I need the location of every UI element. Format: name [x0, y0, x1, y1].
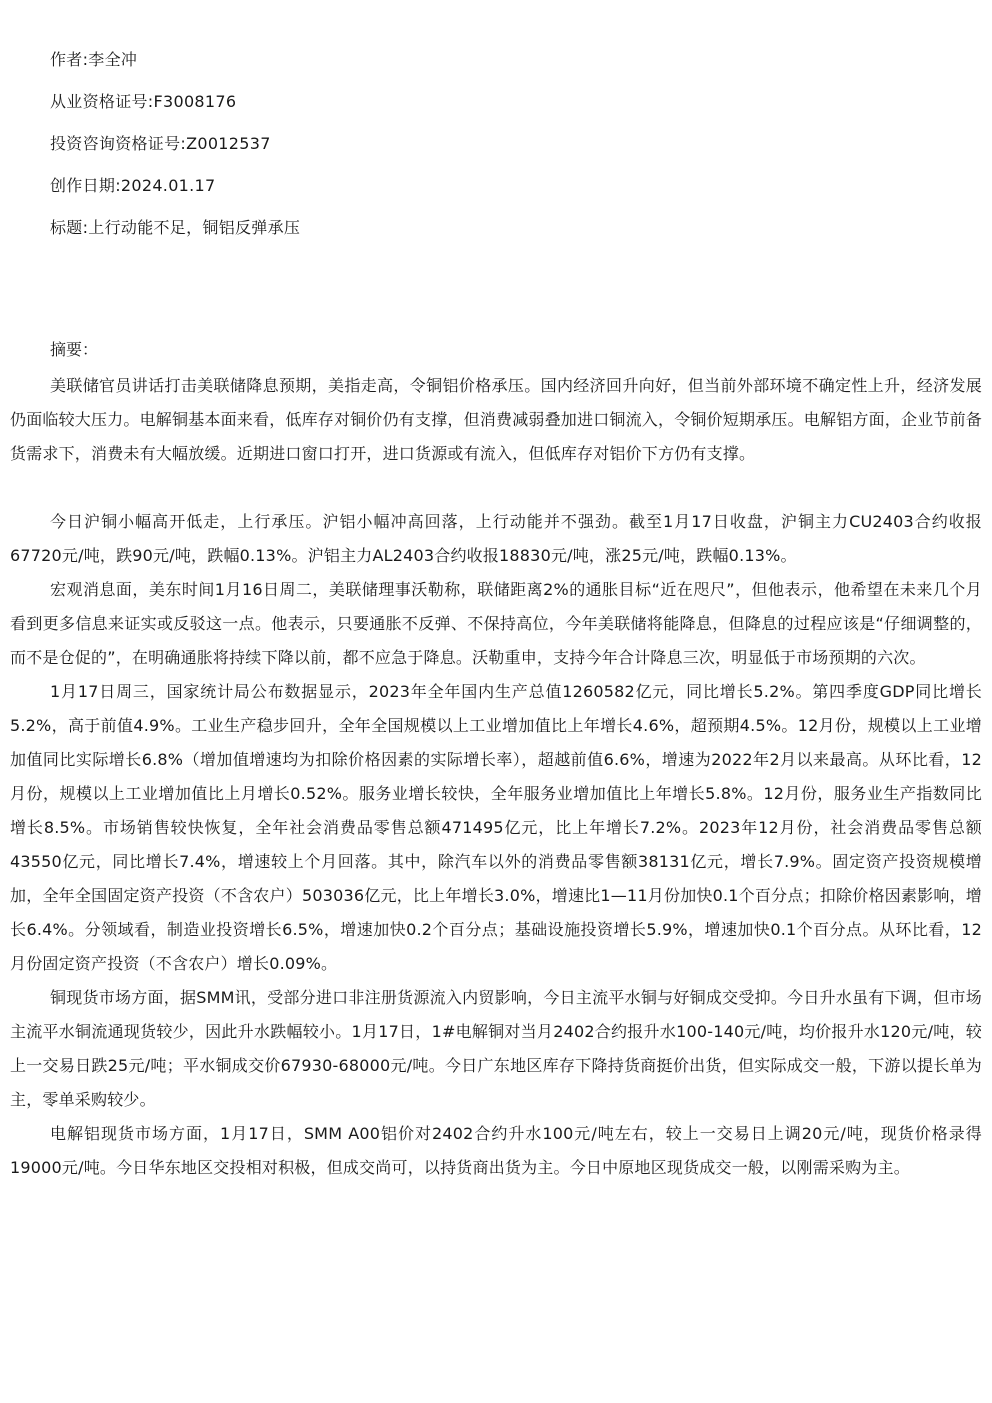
- copper-spot-paragraph: 铜现货市场方面，据SMM讯，受部分进口非注册货源流入内贸影响，今日主流平水铜与好铜成交受抑。今日升水虽有下调，但市场主流平水铜流通现货较少，因此升水跌幅较小。1月17日，1#电解铜对当月2402合约报升水100-140元/吨，均价报升水120元/吨，较上一交易日跌25元/吨；平水铜成交价67930-68000元/吨。今日广东地区库存下降持货商挺价出货，但实际成交一般，下游以提长单为主，零单采购较少。: [10, 988, 982, 1109]
- paragraph-gap: [10, 471, 982, 505]
- summary-heading: 摘要：: [50, 340, 99, 359]
- statistics-paragraph: 1月17日周三，国家统计局公布数据显示，2023年全年国内生产总值1260582亿元，同比增长5.2%。第四季度GDP同比增长5.2%，高于前值4.9%。工业生产稳步回升，全年全国规模以上工业增加值比上年增长4.6%，超预期4.5%。12月份，规模以上工业增加值同比实际增长6.8%（增加值增速均为扣除价格因素的实际增长率），超越前值6.6%，增速为2022年2月以来最高。从环比看，12月份，规模以上工业增加值比上月增长0.52%。服务业增长较快，全年服务业增加值比上年增长5.8%。12月份，服务业生产指数同比增长8.5%。市场销售较快恢复，全年社会消费品零售总额471495亿元，比上年增长7.2%。2023年12月份，社会消费品零售总额43550亿元，同比增长7.4%，增速较上个月回落。其中，除汽车以外的消费品零售额38131亿元，增长7.9%。固定资产投资规模增加，全年全国固定资产投资（不含农户）503036亿元，比上年增长3.0%，增速比1—11月份加快0.1个百分点；扣除价格因素影响，增长6.4%。分领域看，制造业投资增长6.5%，增速加快0.2个百分点；基础设施投资增长5.9%，增速加快0.1个百分点。从环比看，12月份固定资产投资（不含农户）增长0.09%。: [10, 682, 982, 973]
- advisory-number-line: 投资咨询资格证号:Z0012537: [50, 134, 271, 153]
- document-header: [50, 48, 950, 258]
- document-title: 标题:上行动能不足，铜铝反弹承压: [50, 218, 301, 237]
- document-body: [10, 338, 982, 1185]
- market-overview-paragraph: 今日沪铜小幅高开低走，上行承压。沪铝小幅冲高回落，上行动能并不强劲。截至1月17日收盘，沪铜主力CU2403合约收报67720元/吨，跌90元/吨，跌幅0.13%。沪铝主力AL2403合约收报18830元/吨，涨25元/吨，跌幅0.13%。: [10, 512, 982, 565]
- license-number-line: 从业资格证号:F3008176: [50, 92, 237, 111]
- macro-news-paragraph: 宏观消息面，美东时间1月16日周二，美联储理事沃勒称，联储距离2%的通胀目标“近在咫尺”，但他表示，他希望在未来几个月看到更多信息来证实或反驳这一点。他表示，只要通胀不反弹、不保持高位，今年美联储将能降息，但降息的过程应该是“仔细调整的，而不是仓促的”，在明确通胀将持续下降以前，都不应急于降息。沃勒重申，支持今年合计降息三次，明显低于市场预期的六次。: [10, 580, 982, 667]
- author-line: 作者:李全冲: [50, 50, 138, 69]
- summary-paragraph: 美联储官员讲话打击美联储降息预期，美指走高，令铜铝价格承压。国内经济回升向好，但当前外部环境不确定性上升，经济发展仍面临较大压力。电解铜基本面来看，低库存对铜价仍有支撑，但消费减弱叠加进口铜流入，令铜价短期承压。电解铝方面，企业节前备货需求下，消费未有大幅放缓。近期进口窗口打开，进口货源或有流入，但低库存对铝价下方仍有支撑。: [10, 376, 983, 463]
- creation-date-line: 创作日期:2024.01.17: [50, 176, 216, 195]
- aluminum-spot-paragraph: 电解铝现货市场方面，1月17日，SMM A00铝价对2402合约升水100元/吨左右，较上一交易日上调20元/吨，现货价格录得19000元/吨。今日华东地区交投相对积极，但成交尚可，以持货商出货为主。今日中原地区现货成交一般，以刚需采购为主。: [10, 1124, 982, 1177]
